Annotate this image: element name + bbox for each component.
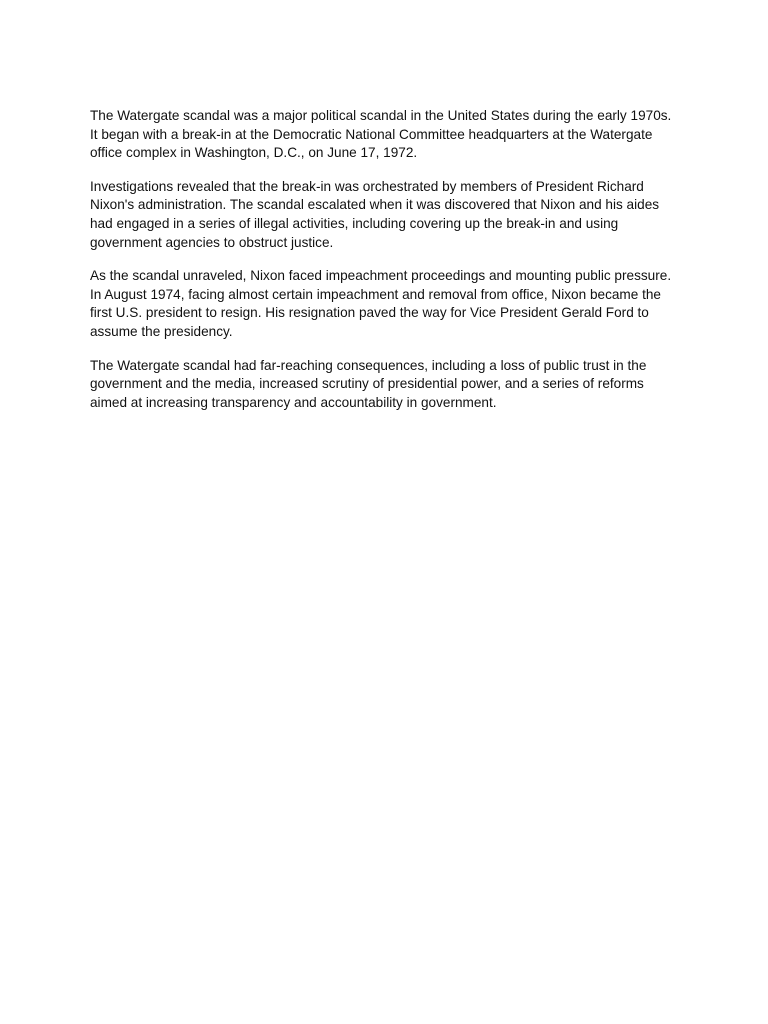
- document-body: [90, 107, 680, 427]
- paragraph-investigations: Investigations revealed that the break-in was orchestrated by members of President Richard Nixon's administration. The scandal escalated when it was discovered that Nixon and his aides had engaged in a series of illegal activities, including covering up the break-in and using government agencies to obstruct justice.: [90, 178, 660, 250]
- paragraph-break-in: The Watergate scandal was a major political scandal in the United States during the early 1970s. It began with a break-in at the Democratic National Committee headquarters at the Watergate office complex in Washington, D.C., on June 17, 1972.: [90, 108, 672, 161]
- paragraph-resignation: As the scandal unraveled, Nixon faced impeachment proceedings and mounting public pressure. In August 1974, facing almost certain impeachment and removal from office, Nixon became the first U.S. president to resign. His resignation paved the way for Vice President Gerald Ford to assume the presidency.: [90, 268, 672, 339]
- paragraph-consequences: The Watergate scandal had far-reaching consequences, including a loss of public trust in the government and the media, increased scrutiny of presidential power, and a series of reforms aimed at increasing transparency and accountability in government.: [90, 357, 647, 410]
